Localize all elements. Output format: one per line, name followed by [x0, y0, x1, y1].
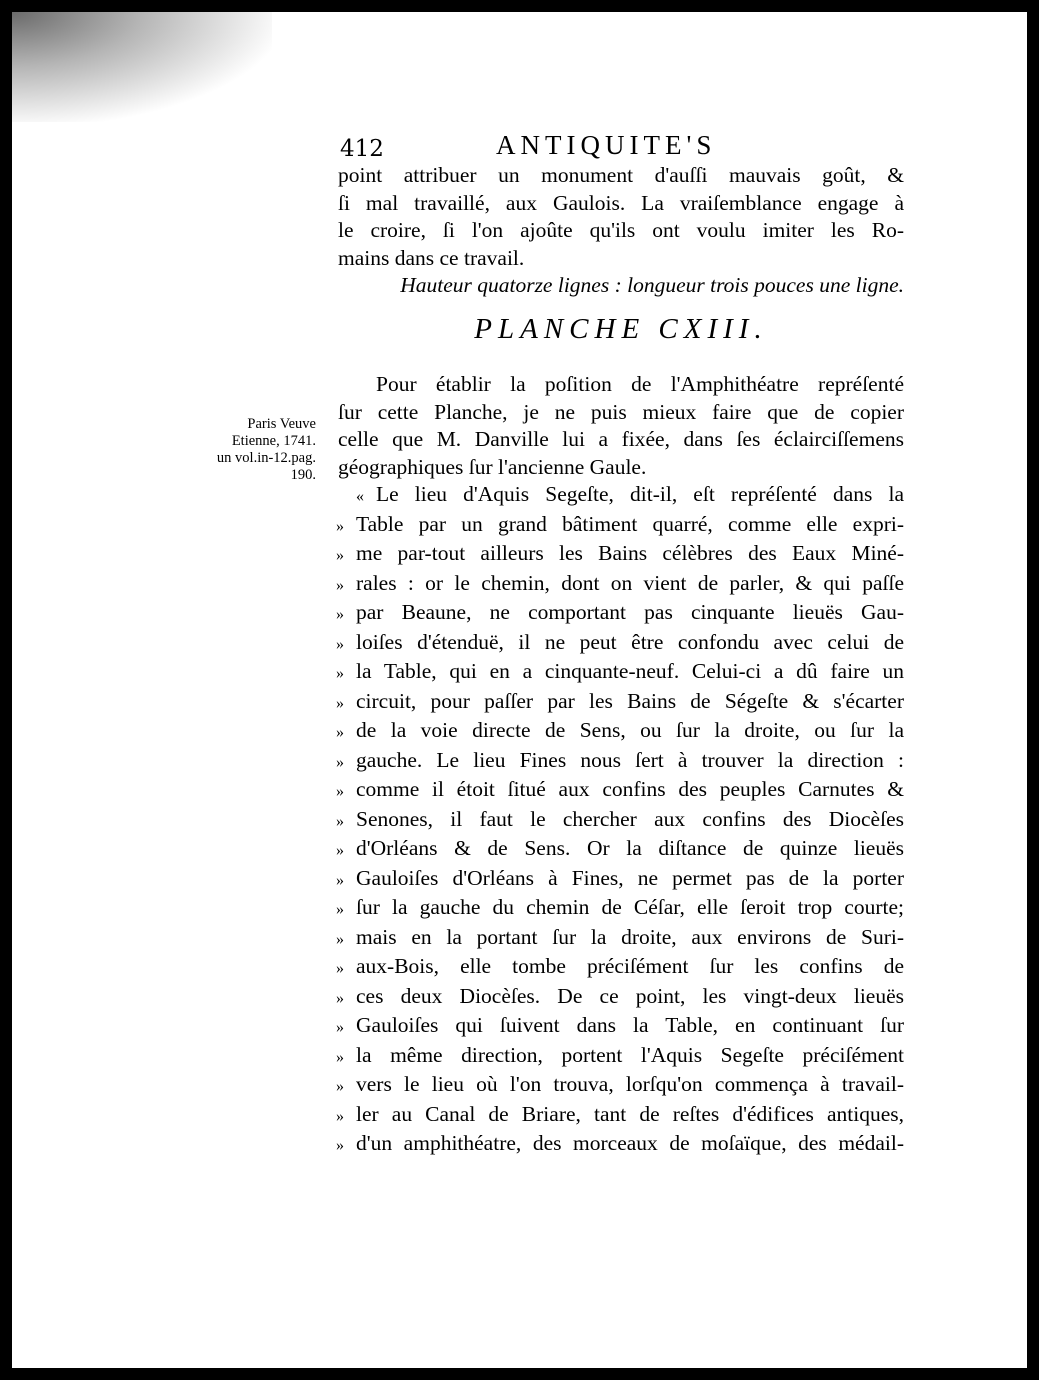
running-head	[340, 130, 900, 164]
quotation-line	[338, 835, 904, 865]
guillemet-mark: »	[336, 635, 344, 653]
quotation-text: aux-Bois, elle tombe préciſément ſur les confins de	[356, 954, 904, 978]
text-line: ſi mal travaillé, aux Gaulois. La vraiſemblance engage à	[338, 190, 904, 215]
guillemet-mark: »	[336, 1019, 344, 1036]
guillemet-mark: »	[336, 960, 344, 977]
quotation-line	[338, 1101, 904, 1131]
quotation-line	[338, 511, 904, 541]
dimensions-line: Hauteur quatorze lignes : longueur trois pouces une ligne.	[400, 273, 904, 297]
quotation-text: Senones, il faut le chercher aux confins des Diocèſes	[356, 806, 904, 831]
book-page	[12, 12, 1027, 1368]
margin-note-line: un vol.in-12.pag.	[216, 450, 316, 466]
quotation-block	[338, 481, 904, 1160]
guillemet-mark: »	[336, 871, 344, 889]
guillemet-mark: »	[336, 1137, 344, 1154]
guillemet-mark: »	[336, 1048, 344, 1066]
guillemet-mark: »	[336, 606, 344, 623]
quotation-text: ler au Canal de Briare, tant de reſtes d'édifices antiques,	[356, 1101, 904, 1126]
guillemet-mark: »	[336, 576, 344, 594]
quotation-line	[338, 747, 904, 777]
margin-note-line: 190.	[290, 467, 316, 483]
guillemet-mark: »	[336, 665, 344, 682]
guillemet-mark: »	[336, 901, 344, 918]
quotation-line	[338, 983, 904, 1013]
quotation-text: Gauloiſes qui ſuivent dans la Table, en continuant ſur	[356, 1013, 904, 1037]
quotation-text: vers le lieu où l'on trouva, lorſqu'on commença à travail-	[356, 1072, 904, 1096]
quotation-line	[338, 717, 904, 747]
quotation-line	[338, 658, 904, 688]
quotation-line	[338, 570, 904, 600]
quotation-text: Le lieu d'Aquis Segeſte, dit-il, eſt repréſenté dans la	[376, 482, 904, 506]
quotation-line	[338, 865, 904, 895]
quotation-line	[338, 540, 904, 570]
quotation-line	[338, 1130, 904, 1160]
guillemet-mark: »	[336, 1107, 344, 1125]
quotation-line	[338, 1012, 904, 1042]
quotation-text: Gauloiſes d'Orléans à Fines, ne permet pas de la porter	[356, 865, 904, 890]
guillemet-mark: »	[336, 1078, 344, 1095]
quotation-line	[338, 481, 904, 511]
quotation-text: gauche. Le lieu Fines nous ſert à trouver la direction :	[356, 747, 904, 772]
quotation-line	[338, 1071, 904, 1101]
text-line: point attribuer un monument d'auſſi mauvais goût, &	[338, 163, 904, 187]
quotation-line	[338, 953, 904, 983]
body-text	[338, 162, 904, 1160]
quotation-text: la même direction, portent l'Aquis Segeſte préciſément	[356, 1042, 904, 1067]
quotation-text: mais en la portant ſur la droite, aux environs de Suri-	[356, 924, 904, 949]
quotation-text: circuit, pour paſſer par les Bains de Ségeſte & s'écarter	[356, 688, 904, 713]
text-line: celle que M. Danville lui a fixée, dans ſes éclairciſſemens	[338, 427, 904, 451]
paragraph-continuation	[338, 162, 904, 272]
quotation-line	[338, 1042, 904, 1072]
quotation-line	[338, 776, 904, 806]
quotation-line	[338, 894, 904, 924]
quotation-text: rales : or le chemin, dont on vient de parler, & qui paſſe	[356, 570, 904, 595]
quotation-line	[338, 806, 904, 836]
quotation-text: comme il étoit ſitué aux confins des peuples Carnutes &	[356, 777, 904, 801]
text-line: ſur cette Planche, je ne puis mieux faire que de copier	[338, 399, 904, 424]
text-line: géographiques ſur l'ancienne Gaule.	[338, 454, 647, 479]
guillemet-mark: »	[336, 842, 344, 859]
quotation-text: Table par un grand bâtiment quarré, comme elle expri-	[356, 511, 904, 536]
guillemet-mark: »	[336, 783, 344, 800]
quotation-text: ſur la gauche du chemin de Céſar, elle ſeroit trop courte;	[356, 895, 904, 919]
guillemet-mark: »	[336, 547, 344, 564]
running-title: ANTIQUITE'S	[496, 130, 717, 160]
guillemet-mark: »	[336, 694, 344, 712]
quotation-text: de la voie directe de Sens, ou ſur la droite, ou ſur la	[356, 718, 904, 742]
quotation-text: me par-tout ailleurs les Bains célèbres des Eaux Miné-	[356, 541, 904, 565]
guillemet-mark: »	[336, 930, 344, 948]
guillemet-mark: »	[336, 989, 344, 1007]
paragraph-intro	[338, 371, 904, 481]
plate-title: PLANCHE CXIII.	[474, 312, 768, 345]
quotation-line	[338, 924, 904, 954]
guillemet-mark: «	[356, 488, 364, 505]
text-line: mains dans ce travail.	[338, 245, 525, 270]
quotation-text: d'un amphithéatre, des morceaux de moſaïque, des médail-	[356, 1131, 904, 1155]
quotation-text: la Table, qui en a cinquante-neuf. Celui-ci a dû faire un	[356, 659, 904, 683]
guillemet-mark: »	[336, 517, 344, 535]
guillemet-mark: »	[336, 812, 344, 830]
quotation-line	[338, 629, 904, 659]
scan-shadow	[12, 12, 272, 122]
quotation-text: loiſes d'étenduë, il ne peut être confondu avec celui de	[356, 629, 904, 654]
text-line: Pour établir la poſition de l'Amphithéatre repréſenté	[376, 372, 904, 396]
guillemet-mark: »	[336, 724, 344, 741]
quotation-line	[338, 688, 904, 718]
guillemet-mark: »	[336, 753, 344, 771]
margin-note-line: Paris Veuve	[247, 416, 316, 432]
margin-note-line: Etienne, 1741.	[231, 433, 316, 449]
quotation-text: ces deux Diocèſes. De ce point, les vingt-deux lieuës	[356, 983, 904, 1008]
margin-note	[198, 416, 316, 484]
quotation-line	[338, 599, 904, 629]
page-number: 412	[340, 136, 384, 162]
text-line: le croire, ſi l'on ajoûte qu'ils ont voulu imiter les Ro-	[338, 218, 904, 242]
quotation-text: par Beaune, ne comportant pas cinquante lieuës Gau-	[356, 600, 904, 624]
quotation-text: d'Orléans & de Sens. Or la diſtance de quinze lieuës	[356, 836, 904, 860]
